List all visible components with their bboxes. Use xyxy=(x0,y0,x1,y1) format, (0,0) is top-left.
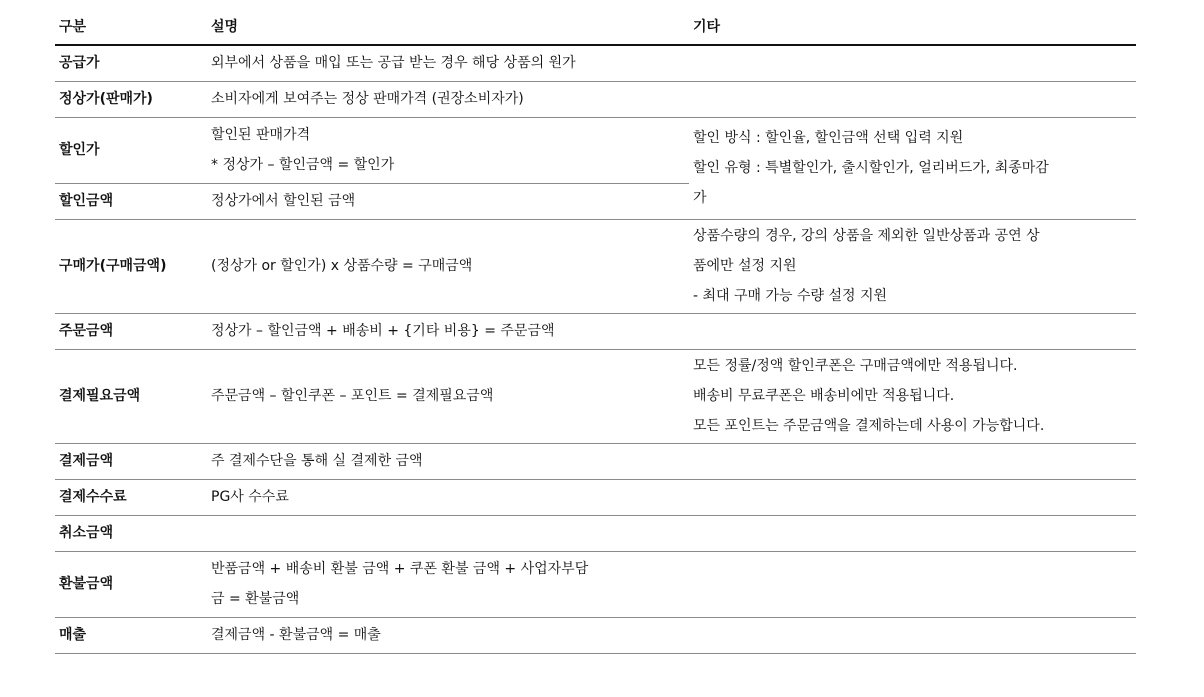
term-cell: 주문금액 xyxy=(55,313,207,349)
header-category: 구분 xyxy=(55,8,207,45)
description-line: 금 = 환불금액 xyxy=(211,591,300,607)
etc-cell xyxy=(689,313,1136,349)
term-cell: 매출 xyxy=(55,617,207,653)
description-line: 소비자에게 보여주는 정상 판매가격 (권장소비자가) xyxy=(211,91,524,107)
description-cell xyxy=(207,479,689,515)
description-line: 결제금액 - 환불금액 = 매출 xyxy=(211,627,381,643)
description-cell xyxy=(207,313,689,349)
etc-cell xyxy=(689,349,1136,443)
etc-line: 모든 포인트는 주문금액을 결제하는데 사용이 가능합니다. xyxy=(693,418,1045,434)
table-row xyxy=(55,81,1136,117)
etc-cell xyxy=(689,515,1136,551)
description-line: 정상가에서 할인된 금액 xyxy=(211,193,356,209)
description-cell xyxy=(207,81,689,117)
etc-cell xyxy=(689,443,1136,479)
description-cell xyxy=(207,617,689,653)
description-cell xyxy=(207,219,689,313)
term-cell: 구매가(구매금액) xyxy=(55,219,207,313)
table-row xyxy=(55,349,1136,443)
glossary-container xyxy=(55,8,1136,654)
header-description: 설명 xyxy=(207,8,689,45)
description-cell xyxy=(207,551,689,617)
term-cell: 정상가(판매가) xyxy=(55,81,207,117)
description-line: PG사 수수료 xyxy=(211,489,289,505)
etc-line: 할인 유형 : 특별할인가, 출시할인가, 얼리버드가, 최종마감 xyxy=(693,160,1049,176)
description-cell xyxy=(207,443,689,479)
term-cell: 할인가 xyxy=(55,117,207,183)
header-etc: 기타 xyxy=(689,8,1136,45)
description-line: 반품금액 + 배송비 환불 금액 + 쿠폰 환불 금액 + 사업자부담 xyxy=(211,561,589,577)
table-row xyxy=(55,479,1136,515)
description-cell xyxy=(207,117,689,183)
table-row xyxy=(55,443,1136,479)
term-cell: 취소금액 xyxy=(55,515,207,551)
description-line: (정상가 or 할인가) x 상품수량 = 구매금액 xyxy=(211,258,473,274)
etc-cell xyxy=(689,117,1136,219)
etc-line: - 최대 구매 가능 수량 설정 지원 xyxy=(693,288,888,304)
table-row xyxy=(55,45,1136,81)
term-cell: 결제금액 xyxy=(55,443,207,479)
term-cell: 결제필요금액 xyxy=(55,349,207,443)
description-cell xyxy=(207,349,689,443)
term-cell: 결제수수료 xyxy=(55,479,207,515)
etc-cell xyxy=(689,551,1136,617)
table-row xyxy=(55,515,1136,551)
etc-cell xyxy=(689,45,1136,81)
description-line: 주 결제수단을 통해 실 결제한 금액 xyxy=(211,453,423,469)
description-cell xyxy=(207,183,689,219)
table-row xyxy=(55,219,1136,313)
etc-line: 가 xyxy=(693,190,707,206)
term-cell: 공급가 xyxy=(55,45,207,81)
description-line: * 정상가 – 할인금액 = 할인가 xyxy=(211,157,395,173)
etc-line: 할인 방식 : 할인율, 할인금액 선택 입력 지원 xyxy=(693,130,964,146)
table-row xyxy=(55,551,1136,617)
header-row xyxy=(55,8,1136,45)
table-row xyxy=(55,313,1136,349)
etc-line: 모든 정률/정액 할인쿠폰은 구매금액에만 적용됩니다. xyxy=(693,358,1018,374)
etc-cell xyxy=(689,617,1136,653)
etc-line: 배송비 무료쿠폰은 배송비에만 적용됩니다. xyxy=(693,388,955,404)
description-cell xyxy=(207,515,689,551)
etc-cell xyxy=(689,219,1136,313)
description-line: 정상가 – 할인금액 + 배송비 + {기타 비용} = 주문금액 xyxy=(211,323,555,339)
description-line: 외부에서 상품을 매입 또는 공급 받는 경우 해당 상품의 원가 xyxy=(211,55,576,72)
description-line: 할인된 판매가격 xyxy=(211,127,311,143)
term-cell: 할인금액 xyxy=(55,183,207,219)
etc-cell xyxy=(689,479,1136,515)
table-row xyxy=(55,617,1136,653)
description-cell xyxy=(207,45,689,81)
description-line: 주문금액 – 할인쿠폰 – 포인트 = 결제필요금액 xyxy=(211,388,494,404)
term-cell: 환불금액 xyxy=(55,551,207,617)
etc-line: 품에만 설정 지원 xyxy=(693,258,797,274)
glossary-table xyxy=(55,8,1136,654)
etc-cell xyxy=(689,81,1136,117)
etc-line: 상품수량의 경우, 강의 상품을 제외한 일반상품과 공연 상 xyxy=(693,228,1040,244)
table-row xyxy=(55,117,1136,183)
